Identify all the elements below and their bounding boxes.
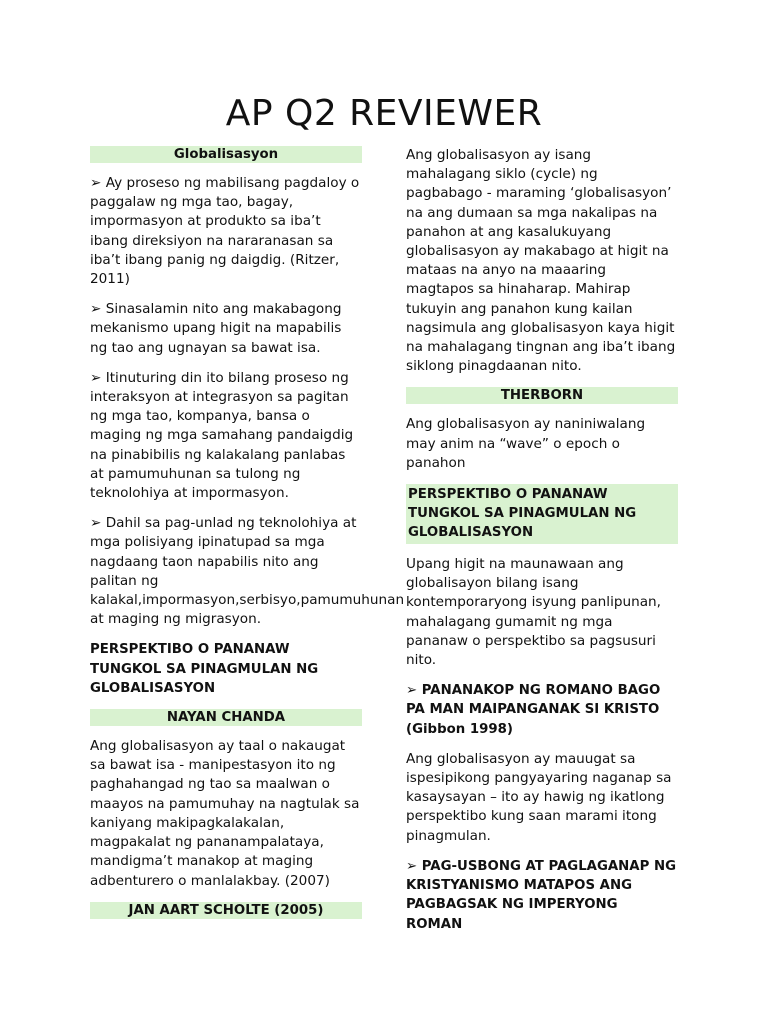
- paragraph: ➢ Itinuturing din ito bilang proseso ng interaksyon at integrasyon sa pagitan ng mga tao, kompanya, bansa o maging ng mga samahang pandaigdig na pinabibilis ng kalakalang panlabas at pamumuhunan sa tulong ng teknolohiya at impormasyon.: [90, 369, 354, 502]
- bold-heading-kristyanismo: ➢ PAG-USBONG AT PAGLAGANAP NG KRISTYANISMO MATAPOS ANG PAGBAGSAK NG IMPERYONG ROMAN: [406, 858, 676, 932]
- section-heading-perspektibo: PERSPEKTIBO O PANANAW TUNGKOL SA PINAGMULAN NG GLOBALISASYON: [406, 484, 678, 544]
- page-title: AP Q2 REVIEWER: [225, 93, 543, 134]
- section-heading-globalisasyon: Globalisasyon: [90, 146, 362, 163]
- paragraph: Ang globalisasyon ay mauugat sa ispesipikong pangyayaring naganap sa kasaysayan – ito ay hawig ng ikatlong perspektibo kung saan marami itong pinagmulan.: [406, 750, 672, 844]
- left-column: [90, 146, 405, 930]
- paragraph: ➢ Ay proseso ng mabilisang pagdaloy o paggalaw ng mga tao, bagay, impormasyon at produkto sa iba’t ibang direksiyon na nararanasan sa iba’t ibang panig ng daigdig. (Ritzer, 2011): [90, 175, 360, 288]
- section-heading-jan-aart-scholte: JAN AART SCHOLTE (2005): [90, 902, 362, 919]
- bold-heading-perspektibo: PERSPEKTIBO O PANANAW TUNGKOL SA PINAGMULAN NG GLOBALISASYON: [90, 642, 319, 696]
- bold-heading-romano: ➢ PANANAKOP NG ROMANO BAGO PA MAN MAIPANGANAK SI KRISTO (Gibbon 1998): [406, 683, 661, 737]
- paragraph: Ang globalisasyon ay naniniwalang may anim na “wave” o epoch o panahon: [406, 416, 646, 471]
- right-column: [406, 146, 678, 945]
- paragraph: ➢ Dahil sa pag-unlad ng teknolohiya at mga polisiyang ipinatupad sa mga nagdaang taon napabilis nito ang palitan ng kalakal,impormasyon,serbisyo,pamumuhunan at maging ng migrasyon.: [90, 515, 405, 628]
- paragraph: Ang globalisasyon ay isang mahalagang siklo (cycle) ng pagbabago - maraming ‘globalisasyon’ na ang dumaan sa mga nakalipas na panahon at ang kasalukuyang globalisasyon ay makabago at higit na mataas na anyo na maaaring magtapos sa hinaharap. Mahirap tukuyin ang panahon kung kailan nagsimula ang globalisasyon kaya higit na mahalagang tingnan ang iba’t ibang siklong pinagdaanan nito.: [406, 147, 676, 375]
- paragraph: ➢ Sinasalamin nito ang makabagong mekanismo upang higit na mapabilis ng tao ang ugnayan sa bawat isa.: [90, 301, 342, 356]
- paragraph: Upang higit na maunawaan ang globalisayon bilang isang kontemporaryong isyung panlipunan, mahalagang gumamit ng mga pananaw o perspektibo sa pagsusuri nito.: [406, 556, 661, 669]
- paragraph: Ang globalisasyon ay taal o nakaugat sa bawat isa - manipestasyon ito ng paghahangad ng tao sa maalwan o maayos na pamumuhay na nagtulak sa kaniyang makipagkalakalan, magpakalat ng pananampalataya, mandigma’t manakop at maging adbenturero o manlalakbay. (2007): [90, 738, 360, 889]
- section-heading-nayan-chanda: NAYAN CHANDA: [90, 709, 362, 726]
- section-heading-therborn: THERBORN: [406, 387, 678, 404]
